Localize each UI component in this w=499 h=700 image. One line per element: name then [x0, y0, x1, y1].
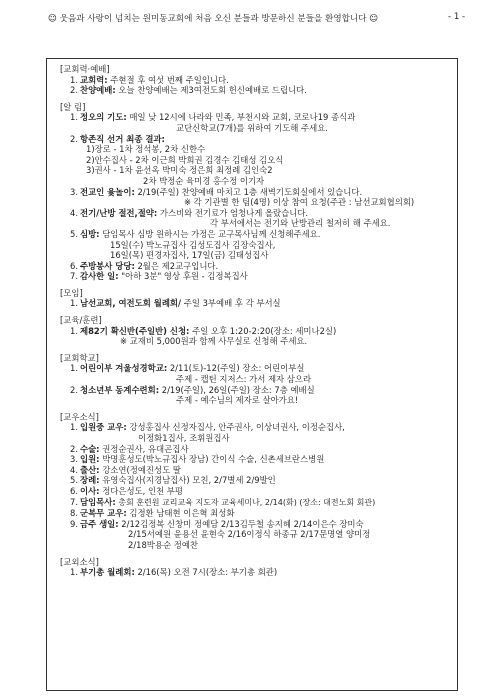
item-continuation: 각 부서에서는 전기와 난방관리 철저히 해 주세요. [210, 218, 391, 229]
item-label: 이사: [80, 485, 100, 496]
item-note: ※ 교재비 5,000원과 함께 사무실로 신청해 주세요. [120, 336, 308, 347]
list-item: 3. 입원: 박명훈성도(박노규집사 장남) 간이식 수술, 신촌세브란스병원 [70, 454, 325, 465]
item-label: 남선교회, 여전도회 월례회/ [80, 298, 182, 309]
item-text: 2/16(목) 오전 7시(장소: 부기총 회관) [134, 567, 278, 578]
section-title-members: [교우소식] [60, 411, 99, 422]
item-label: 어린이부 겨울성경학교: [80, 363, 168, 374]
item-note: ※ 각 기관별 한 팀(4명) 이상 참여 요청(주관 : 남선교회협의회) [184, 197, 415, 208]
item-continuation: 2차 박정순 육미경 홍수정 이기자 [143, 175, 265, 186]
list-item: 6. 주방봉사 당당: 2월은 제2교구입니다. [70, 260, 219, 271]
item-text: "아하 3분" 영상 후원 - 김정복집사 [118, 271, 248, 282]
item-label: 제82기 확신반(주일반) 신청: [80, 325, 190, 336]
item-text: 주일 오후 1:20-2:20(장소: 세미나2실) [189, 325, 337, 336]
item-label: 입원: [80, 454, 100, 465]
section-title-education: [교육/훈련] [60, 315, 102, 326]
item-text: 2/19(주일), 26일(주일) 장소: 7층 예배실 [159, 384, 315, 395]
item-label: 교회력: [80, 74, 108, 85]
list-item: 2. 청소년부 동계수련회: 2/19(주일), 26일(주일) 장소: 7층 예배실 [70, 384, 315, 395]
list-item: 5. 심방: 담임목사 심방 원하시는 가정은 교구목사님께 신청해주세요. [70, 228, 321, 239]
list-item: 2. 항존직 선거 최종 결과: [70, 133, 165, 144]
item-text: 강성홍집사 신정자집사, 안주권사, 이상녀권사, 이정순집사, [126, 422, 345, 433]
bulletin-content [60, 64, 452, 578]
item-label: 수술: [80, 443, 100, 454]
item-text: 주현절 후 여섯 번째 주일입니다. [107, 74, 229, 85]
item-continuation: 1)장로 - 1차 정석봉, 2차 신한수 [86, 144, 206, 155]
item-text: 가스비와 전기료가 엄청나게 올랐습니다. [157, 207, 309, 218]
list-item: 1. 입원중 교우: 강성홍집사 신정자집사, 안주권사, 이상녀권사, 이정순집사, [70, 422, 345, 433]
item-text: 2/12김정복 신창미 정예담 2/13김두철 송지혜 2/14이은수 장미숙 [118, 518, 364, 529]
list-item: 4. 출산: 강소연(정예진성도 딸 [70, 464, 181, 475]
item-text: 박명훈성도(박노규집사 장남) 간이식 수술, 신촌세브란스병원 [99, 454, 325, 465]
item-label: 찬양예배: [80, 85, 116, 96]
list-item: 2. 수술: 권정순권사, 유대곤집사 [70, 443, 189, 454]
item-label: 출산: [80, 464, 100, 475]
item-label: 군복무 교우: [80, 508, 127, 519]
item-label: 장례: [80, 475, 100, 486]
item-text: 매일 낮 12시에 나라와 민족, 부천시와 교회, 코로나19 종식과 [126, 112, 356, 123]
list-item: 1. 어린이부 겨울성경학교: 2/11(토)-12(주일) 장소: 어린이부실 [70, 363, 305, 374]
item-continuation: 15일(수) 박노규집사 김성도집사 김장숙집사, [110, 239, 276, 250]
item-text: 강소연(정예진성도 딸 [99, 464, 181, 475]
welcome-banner: ☺ 웃음과 사랑이 넘치는 원미동교회에 처음 오신 분들과 방문하신 분들을 환영합니다 ☺ [48, 14, 379, 24]
item-label: 전기/난방 절전,절약: [80, 207, 158, 218]
item-label: 항존직 선거 최종 결과: [80, 133, 165, 144]
item-label: 입원중 교우: [80, 422, 127, 433]
section-title-school: [교회학교] [60, 352, 99, 363]
item-label: 감사한 일: [80, 271, 119, 282]
item-continuation: 3)권사 - 1차 윤선옥 박미숙 정은희 최정례 김인숙2 [86, 165, 273, 176]
section-title-gatherings: [모임] [60, 287, 83, 298]
item-text: 김정환 남태현 이은혁 최성화 [126, 508, 235, 519]
item-label: 담임목사: [80, 496, 116, 507]
page-header [0, 12, 499, 26]
item-text: 권정순권사, 유대곤집사 [99, 443, 189, 454]
list-item: 1. 교회력: 주현절 후 여섯 번째 주일입니다. [70, 74, 229, 85]
section-title-outside: [교외소식] [60, 556, 99, 567]
list-item: 7. 감사한 일: "아하 3분" 영상 후원 - 김정복집사 [70, 271, 248, 282]
section-title-worship: [교회력·예배] [60, 64, 110, 74]
item-label: 금주 생일: [80, 518, 119, 529]
item-text: 유영숙집사(지경남집사) 모친, 2/7별세 2/9발인 [99, 475, 276, 486]
section-title-notices: [알 림] [60, 101, 86, 112]
item-label: 청소년부 동계수련회: [80, 384, 160, 395]
item-text: 총회 훈련원 교리교육 지도자 교육세미나, 2/14(화) (장소: 대전노회 회관) [115, 497, 376, 507]
item-label: 정오의 기도: [80, 112, 127, 123]
item-text: 정다은성도, 인천 부평 [99, 485, 183, 496]
list-item: 6. 이사: 정다은성도, 인천 부평 [70, 485, 183, 496]
item-continuation: 2/15서예원 윤용선 윤현숙 2/16이정식 하종규 2/17문명열 양미정 [128, 529, 371, 540]
item-label: 부기총 월례회: [80, 567, 135, 578]
list-item: 1. 부기총 월례회: 2/16(목) 오전 7시(장소: 부기총 회관) [70, 567, 278, 578]
list-item: 2. 찬양예배: 오늘 찬양예배는 제3여전도회 헌신예배로 드립니다. [70, 85, 307, 96]
list-item: 8. 군복무 교우: 김정환 남태현 이은혁 최성화 [70, 508, 235, 519]
item-continuation: 2/18박용순 정예찬 [128, 539, 199, 550]
list-item: 1. 제82기 확신반(주일반) 신청: 주일 오후 1:20-2:20(장소: 세미나2실) [70, 325, 337, 336]
item-continuation: 주제 - 캡틴 지저스: 가서 제자 삼으라 [176, 374, 312, 385]
item-text: 2/19(주일) 찬양예배 마치고 1층 새벽기도회실에서 있습니다. [134, 186, 363, 197]
item-text: 담임목사 심방 원하시는 가정은 교구목사님께 신청해주세요. [99, 228, 321, 239]
item-continuation: 2)안수집사 - 2차 이근희 박희권 김경수 김태성 김오식 [86, 154, 284, 165]
list-item: 5. 장례: 유영숙집사(지경남집사) 모친, 2/7별세 2/9발인 [70, 475, 276, 486]
item-continuation: 16일(목) 편경자집사, 17일(금) 김태성집사 [110, 250, 269, 261]
list-item: 3. 전교인 윷놀이: 2/19(주일) 찬양예배 마치고 1층 새벽기도회실에서 있습니다. [70, 186, 363, 197]
item-label: 심방: [80, 228, 100, 239]
item-continuation: 이정화1집사, 조휘원집사 [138, 433, 230, 443]
item-continuation: 교단신학교(7개)를 위하여 기도해 주세요. [176, 122, 328, 133]
list-item: 7. 담임목사: 총회 훈련원 교리교육 지도자 교육세미나, 2/14(화) (장소: 대전노회 회관) [70, 496, 376, 507]
list-item: 9. 금주 생일: 2/12김정복 신창미 정예담 2/13김두철 송지혜 2/14이은수 장미숙 [70, 518, 364, 529]
item-text: 2/11(토)-12(주일) 장소: 어린이부실 [167, 363, 305, 374]
list-item: 1. 정오의 기도: 매일 낮 12시에 나라와 민족, 부천시와 교회, 코로나19 종식과 [70, 112, 356, 123]
item-text: 주일 3부예배 후 각 부서실 [181, 298, 281, 309]
item-text: 오늘 찬양예배는 제3여전도회 헌신예배로 드립니다. [115, 85, 307, 96]
list-item: 4. 전기/난방 절전,절약: 가스비와 전기료가 엄청나게 올랐습니다. [70, 207, 309, 218]
list-item: 1. 남선교회, 여전도회 월례회/ 주일 3부예배 후 각 부서실 [70, 298, 281, 309]
item-continuation: 주제 - 예수님의 제자로 살아가요! [176, 395, 299, 406]
item-label: 주방봉사 당당: [80, 260, 135, 271]
item-label: 전교인 윷놀이: [80, 186, 135, 197]
page-number: - 1 - [448, 12, 466, 22]
item-text: 2월은 제2교구입니다. [134, 260, 219, 271]
